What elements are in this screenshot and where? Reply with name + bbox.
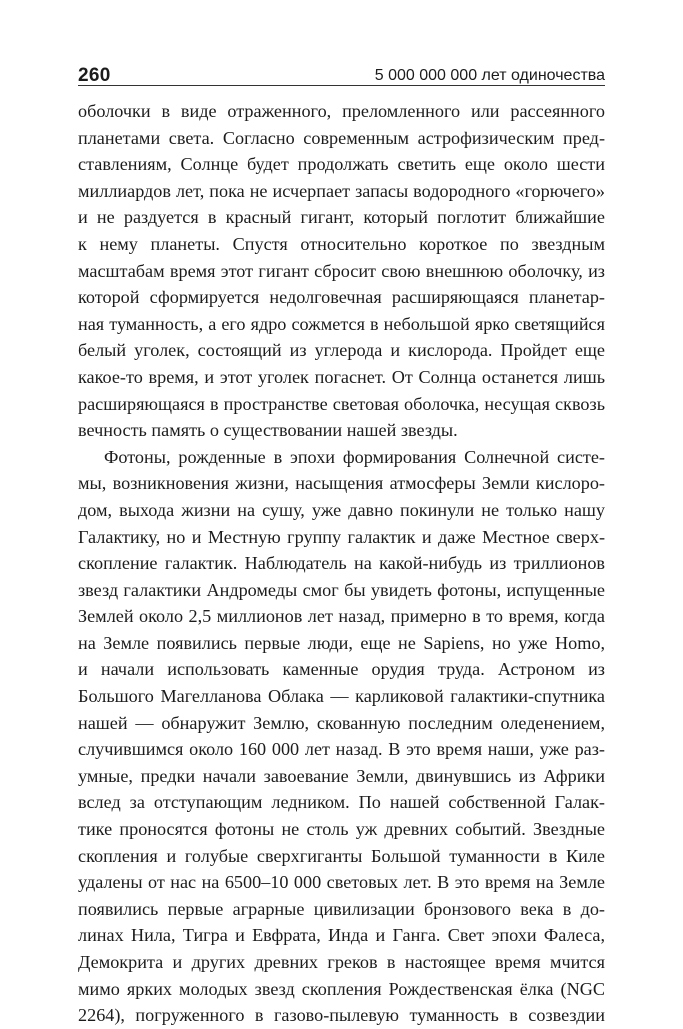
text-line: которой сформируется недолговечная расширяющаяся планетар-: [78, 287, 605, 308]
text-line: масштабам время этот гигант сбросит свою внешнюю оболочку, из: [78, 260, 605, 281]
text-line: умные, предки начали завоевание Земли, двинувшись из Африки: [78, 765, 605, 786]
text-line: нашей — обнаружит Землю, скованную последним оледенением,: [78, 712, 605, 733]
text-line: ная туманность, а его ядро сожмется в небольшой ярко светящийся: [78, 313, 605, 334]
text-line: оболочки в виде отраженного, преломленного или рассеянного: [78, 101, 605, 121]
text-line: какое-то время, и этот уголек погаснет. От Солнца останется лишь: [78, 366, 605, 387]
text-line: случившимся около 160 000 лет назад. В это время наши, уже раз-: [78, 739, 605, 760]
text-line: миллиардов лет, пока не исчерпает запасы водородного «горючего»: [78, 180, 605, 201]
text-line: к нему планеты. Спустя относительно короткое по звездным: [78, 233, 605, 254]
text-line: Демокрита и других древних греков в настоящее время мчится: [78, 952, 605, 972]
text-line: удалены от нас на 6500–10 000 световых лет. В это время на Земле: [78, 872, 605, 893]
text-line: расширяющаяся в пространстве световая оболочка, несущая сквозь: [78, 393, 605, 414]
body-text: [78, 98, 605, 1029]
text-line: вслед за отступающим ледником. По нашей собственной Галак-: [78, 792, 605, 813]
paragraph-first-line: Фотоны, рожденные в эпохи формирования Солнечной систе-: [104, 446, 605, 467]
text-line: 2264), погруженного в газово-пылевую туманность в созвездии: [78, 1005, 605, 1026]
page-number: 260: [78, 65, 111, 86]
text-line: скопления и голубые сверхгиганты Большой туманности в Киле: [78, 845, 605, 866]
book-title: 5 000 000 000 лет одиночества: [374, 67, 605, 84]
text-line: вечность память о существовании нашей звезды.: [78, 420, 458, 441]
text-line: мимо ярких молодых звезд скопления Рождественская ёлка (NGC: [78, 978, 605, 999]
text-line: тике проносятся фотоны не столь уж древних событий. Звездные: [78, 819, 605, 840]
text-line: Большого Магелланова Облака — карликовой галактики-спутника: [78, 686, 605, 707]
text-line: Галактику, но и Местную группу галактик и даже Местное сверх-: [78, 526, 605, 547]
text-line: звезд галактики Андромеды смог бы увидеть фотоны, испущенные: [78, 579, 605, 600]
running-head: [78, 56, 605, 86]
text-line: планетами света. Согласно современным астрофизическим пред-: [78, 127, 605, 148]
text-line: мы, возникновения жизни, насыщения атмосферы Земли кислоро-: [78, 473, 605, 494]
text-line: дом, выхода жизни на сушу, уже давно покинули не только нашу: [78, 499, 605, 520]
text-line: ставлениям, Солнце будет продолжать светить еще около шести: [78, 154, 605, 175]
text-line: Землей около 2,5 миллионов лет назад, примерно в то время, когда: [78, 606, 605, 627]
text-line: линах Нила, Тигра и Евфрата, Инда и Ганга. Свет эпохи Фалеса,: [78, 925, 605, 946]
text-line: белый уголек, состоящий из углерода и кислорода. Пройдет еще: [78, 340, 605, 361]
text-line: и начали использовать каменные орудия труда. Астроном из: [78, 659, 605, 680]
text-line: появились первые аграрные цивилизации бронзового века в до-: [78, 898, 605, 919]
text-line: на Земле появились первые люди, еще не Sapiens, но уже Homo,: [78, 632, 605, 653]
header-rule: [78, 85, 605, 86]
text-line: и не раздуется в красный гигант, который поглотит ближайшие: [78, 207, 605, 228]
text-line: скопление галактик. Наблюдатель на какой-нибудь из триллионов: [78, 553, 605, 574]
